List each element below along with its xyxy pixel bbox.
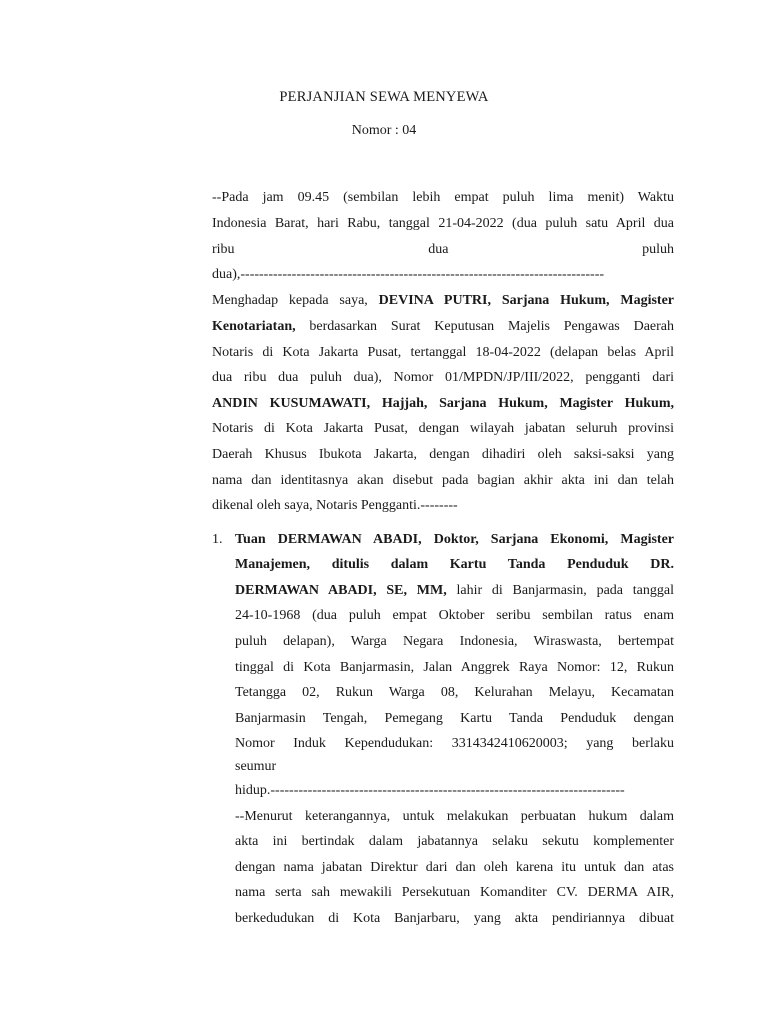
paragraph-line [212, 292, 674, 310]
list-number: 1. [212, 532, 223, 547]
list-line: seumur [235, 759, 277, 774]
notary-title: Kenotariatan, [212, 319, 296, 334]
document-title: PERJANJIAN SEWA MENYEWA [279, 89, 489, 105]
paragraph-line: Indonesia Barat, hari Rabu, tanggal 21-04-2022 (dua puluh satu April dua [212, 216, 674, 231]
list-line: berkedudukan di Kota Banjarbaru, yang akta pendiriannya dibuat [235, 911, 674, 926]
paragraph-line: ANDIN KUSUMAWATI, Hajjah, Sarjana Hukum, Magister Hukum, [212, 396, 674, 411]
list-line: Tetangga 02, Rukun Warga 08, Kelurahan Melayu, Kecamatan [235, 685, 674, 700]
paragraph-line: Notaris di Kota Jakarta Pusat, dengan wilayah jabatan seluruh provinsi [212, 421, 674, 436]
list-line: --Menurut keterangannya, untuk melakukan perbuatan hukum dalam [235, 809, 674, 824]
list-line [235, 582, 674, 600]
list-line: Tuan DERMAWAN ABADI, Doktor, Sarjana Ekonomi, Magister [235, 532, 674, 547]
text-segment: Menghadap kepada saya, [212, 293, 379, 308]
list-line: puluh delapan), Warga Negara Indonesia, Wiraswasta, bertempat [235, 634, 674, 649]
paragraph-line: --Pada jam 09.45 (sembilan lebih empat puluh lima menit) Waktu [212, 190, 674, 205]
paragraph-line: dua ribu dua puluh dua), Nomor 01/MPDN/JP/III/2022, pengganti dari [212, 370, 674, 385]
paragraph-line: dikenal oleh saya, Notaris Pengganti.-------- [212, 498, 458, 513]
list-line: hidup.---------------------------------------------------------------------------- [235, 783, 625, 798]
notary-name: DEVINA PUTRI, Sarjana Hukum, Magister [378, 293, 675, 308]
list-line: Manajemen, ditulis dalam Kartu Tanda Penduduk DR. [235, 557, 674, 572]
paragraph-line: nama dan identitasnya akan disebut pada bagian akhir akta ini dan telah [212, 473, 674, 488]
list-line: 24-10-1968 (dua puluh empat Oktober seribu sembilan ratus enam [235, 608, 674, 623]
list-line: Nomor Induk Kependudukan: 3314342410620003; yang berlaku [235, 736, 674, 751]
paragraph-line [212, 318, 674, 336]
text-segment: berdasarkan Surat Keputusan Majelis Pengawas Daerah [295, 319, 674, 334]
list-line: dengan nama jabatan Direktur dari dan oleh karena itu untuk dan atas [235, 860, 674, 875]
list-line: akta ini bertindak dalam jabatannya selaku sekutu komplementer [235, 834, 674, 849]
list-line: tinggal di Kota Banjarmasin, Jalan Anggrek Raya Nomor: 12, Rukun [235, 660, 674, 675]
paragraph-line: Daerah Khusus Ibukota Jakarta, dengan dihadiri oleh saksi-saksi yang [212, 447, 674, 462]
list-line: Banjarmasin Tengah, Pemegang Kartu Tanda Penduduk dengan [235, 711, 674, 726]
list-line: nama serta sah mewakili Persekutuan Komanditer CV. DERMA AIR, [235, 885, 674, 900]
party-name: DERMAWAN ABADI, SE, MM, [235, 583, 447, 598]
paragraph-line: dua),------------------------------------------------------------------------------ [212, 267, 605, 282]
document-number: Nomor : 04 [351, 123, 417, 138]
paragraph-line: ribu dua puluh [212, 242, 674, 257]
paragraph-line: Notaris di Kota Jakarta Pusat, tertanggal 18-04-2022 (delapan belas April [212, 345, 674, 360]
text-segment: lahir di Banjarmasin, pada tanggal [446, 583, 674, 598]
